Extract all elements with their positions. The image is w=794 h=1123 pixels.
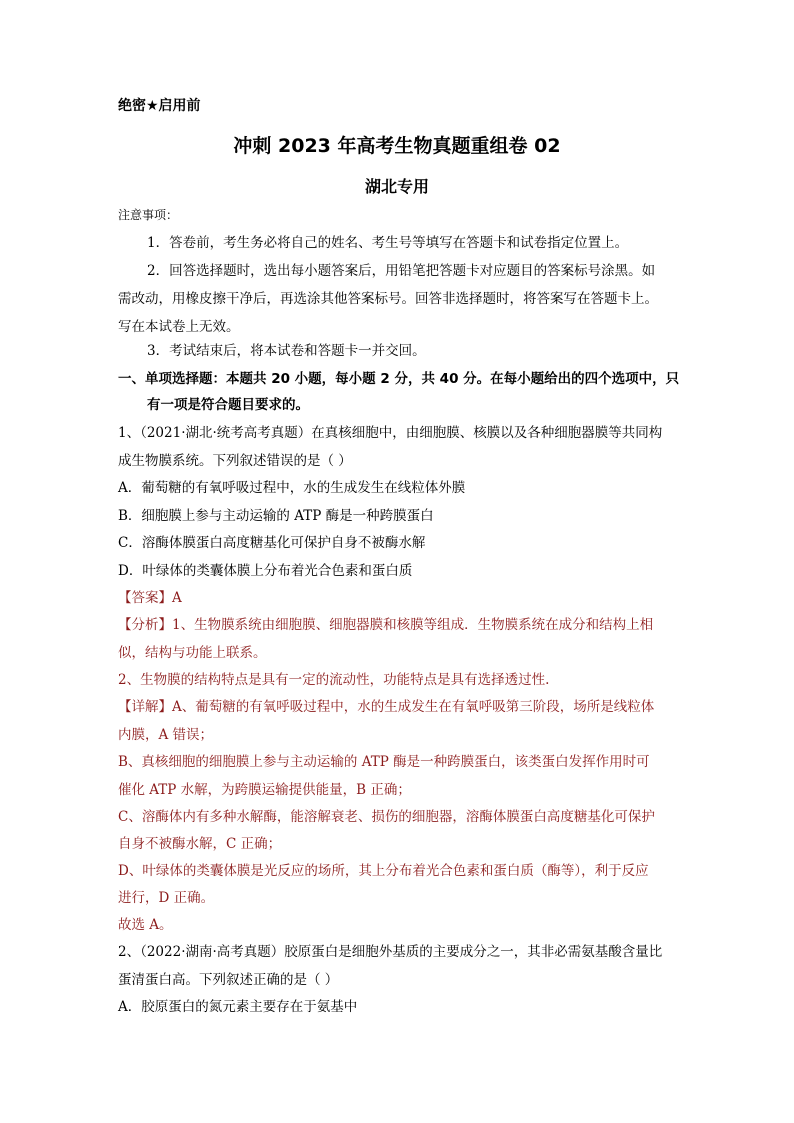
q2-stem-line-2: 蛋清蛋白高。下列叙述正确的是（ ）: [118, 972, 339, 988]
notice-item-3: 3．考试结束后，将本试卷和答题卡一并交回。: [147, 343, 426, 359]
q1-analysis-line-2: 似，结构与功能上联系。: [118, 645, 267, 661]
exam-subtitle: 湖北专用: [364, 177, 429, 196]
q1-stem-line-1: 1、（2021·湖北·统考高考真题）在真核细胞中，由细胞膜、核膜以及各种细胞器膜等共同构: [118, 425, 663, 441]
section-1-heading: 一、单项选择题：本题共 20 小题，每小题 2 分，共 40 分。在每小题给出的四个选项中，只: [118, 371, 680, 387]
q1-analysis-line-1: 【分析】1、生物膜系统由细胞膜、细胞器膜和核膜等组成．生物膜系统在成分和结构上相: [118, 617, 654, 633]
q1-detail-line-4: 催化 ATP 水解，为跨膜运输提供能量，B 正确；: [118, 782, 411, 798]
q2-stem-line-1: 2、（2022·湖南·高考真题）胶原蛋白是细胞外基质的主要成分之一，其非必需氨基酸含量比: [118, 944, 663, 960]
q1-detail-line-5: C、溶酶体内有多种水解酶，能溶解衰老、损伤的细胞器，溶酶体膜蛋白高度糖基化可保护: [118, 809, 655, 825]
notice-heading: 注意事项：: [118, 208, 179, 222]
notice-item-2-line-1: 2．回答选择题时，选出每小题答案后，用铅笔把答题卡对应题目的答案标号涂黑。如: [147, 263, 656, 279]
q1-detail-line-7: D、叶绿体的类囊体膜是光反应的场所，其上分布着光合色素和蛋白质（酶等），利于反应: [118, 863, 649, 879]
q1-answer: 【答案】A: [118, 590, 182, 606]
notice-item-2-line-2: 需改动，用橡皮擦干净后，再选涂其他答案标号。回答非选择题时，将答案写在答题卡上。: [118, 291, 658, 307]
q1-detail-line-2: 内膜，A 错误；: [118, 727, 214, 743]
q1-stem-line-2: 成生物膜系统。下列叙述错误的是（ ）: [118, 453, 352, 469]
q1-detail-line-3: B、真核细胞的细胞膜上参与主动运输的 ATP 酶是一种跨膜蛋白，该类蛋白发挥作用时可: [118, 754, 650, 770]
section-1-heading-cont: 有一项是符合题目要求的。: [147, 397, 309, 413]
confidential-label: 绝密★启用前: [118, 98, 201, 114]
q1-option-a: A．葡萄糖的有氧呼吸过程中，水的生成发生在线粒体外膜: [118, 480, 466, 496]
notice-item-2-line-3: 写在本试卷上无效。: [118, 319, 240, 335]
q1-option-d: D．叶绿体的类囊体膜上分布着光合色素和蛋白质: [118, 563, 413, 579]
q1-detail-line-6: 自身不被酶水解，C 正确；: [118, 836, 282, 852]
q1-option-b: B．细胞膜上参与主动运输的 ATP 酶是一种跨膜蛋白: [118, 508, 434, 524]
exam-title: 冲刺 2023 年高考生物真题重组卷 02: [233, 135, 561, 157]
q1-detail-line-8: 进行，D 正确。: [118, 890, 215, 906]
q1-analysis-line-3: 2、生物膜的结构特点是具有一定的流动性，功能特点是具有选择透过性.: [118, 672, 550, 688]
q1-detail-line-1: 【详解】A、葡萄糖的有氧呼吸过程中，水的生成发生在有氧呼吸第三阶段，场所是线粒体: [118, 699, 655, 715]
q2-option-a: A．胶原蛋白的氮元素主要存在于氨基中: [118, 999, 358, 1015]
q1-conclusion: 故选 A。: [118, 917, 173, 933]
notice-item-1: 1．答卷前，考生务必将自己的姓名、考生号等填写在答题卡和试卷指定位置上。: [147, 235, 629, 251]
q1-option-c: C．溶酶体膜蛋白高度糖基化可保护自身不被酶水解: [118, 535, 426, 551]
